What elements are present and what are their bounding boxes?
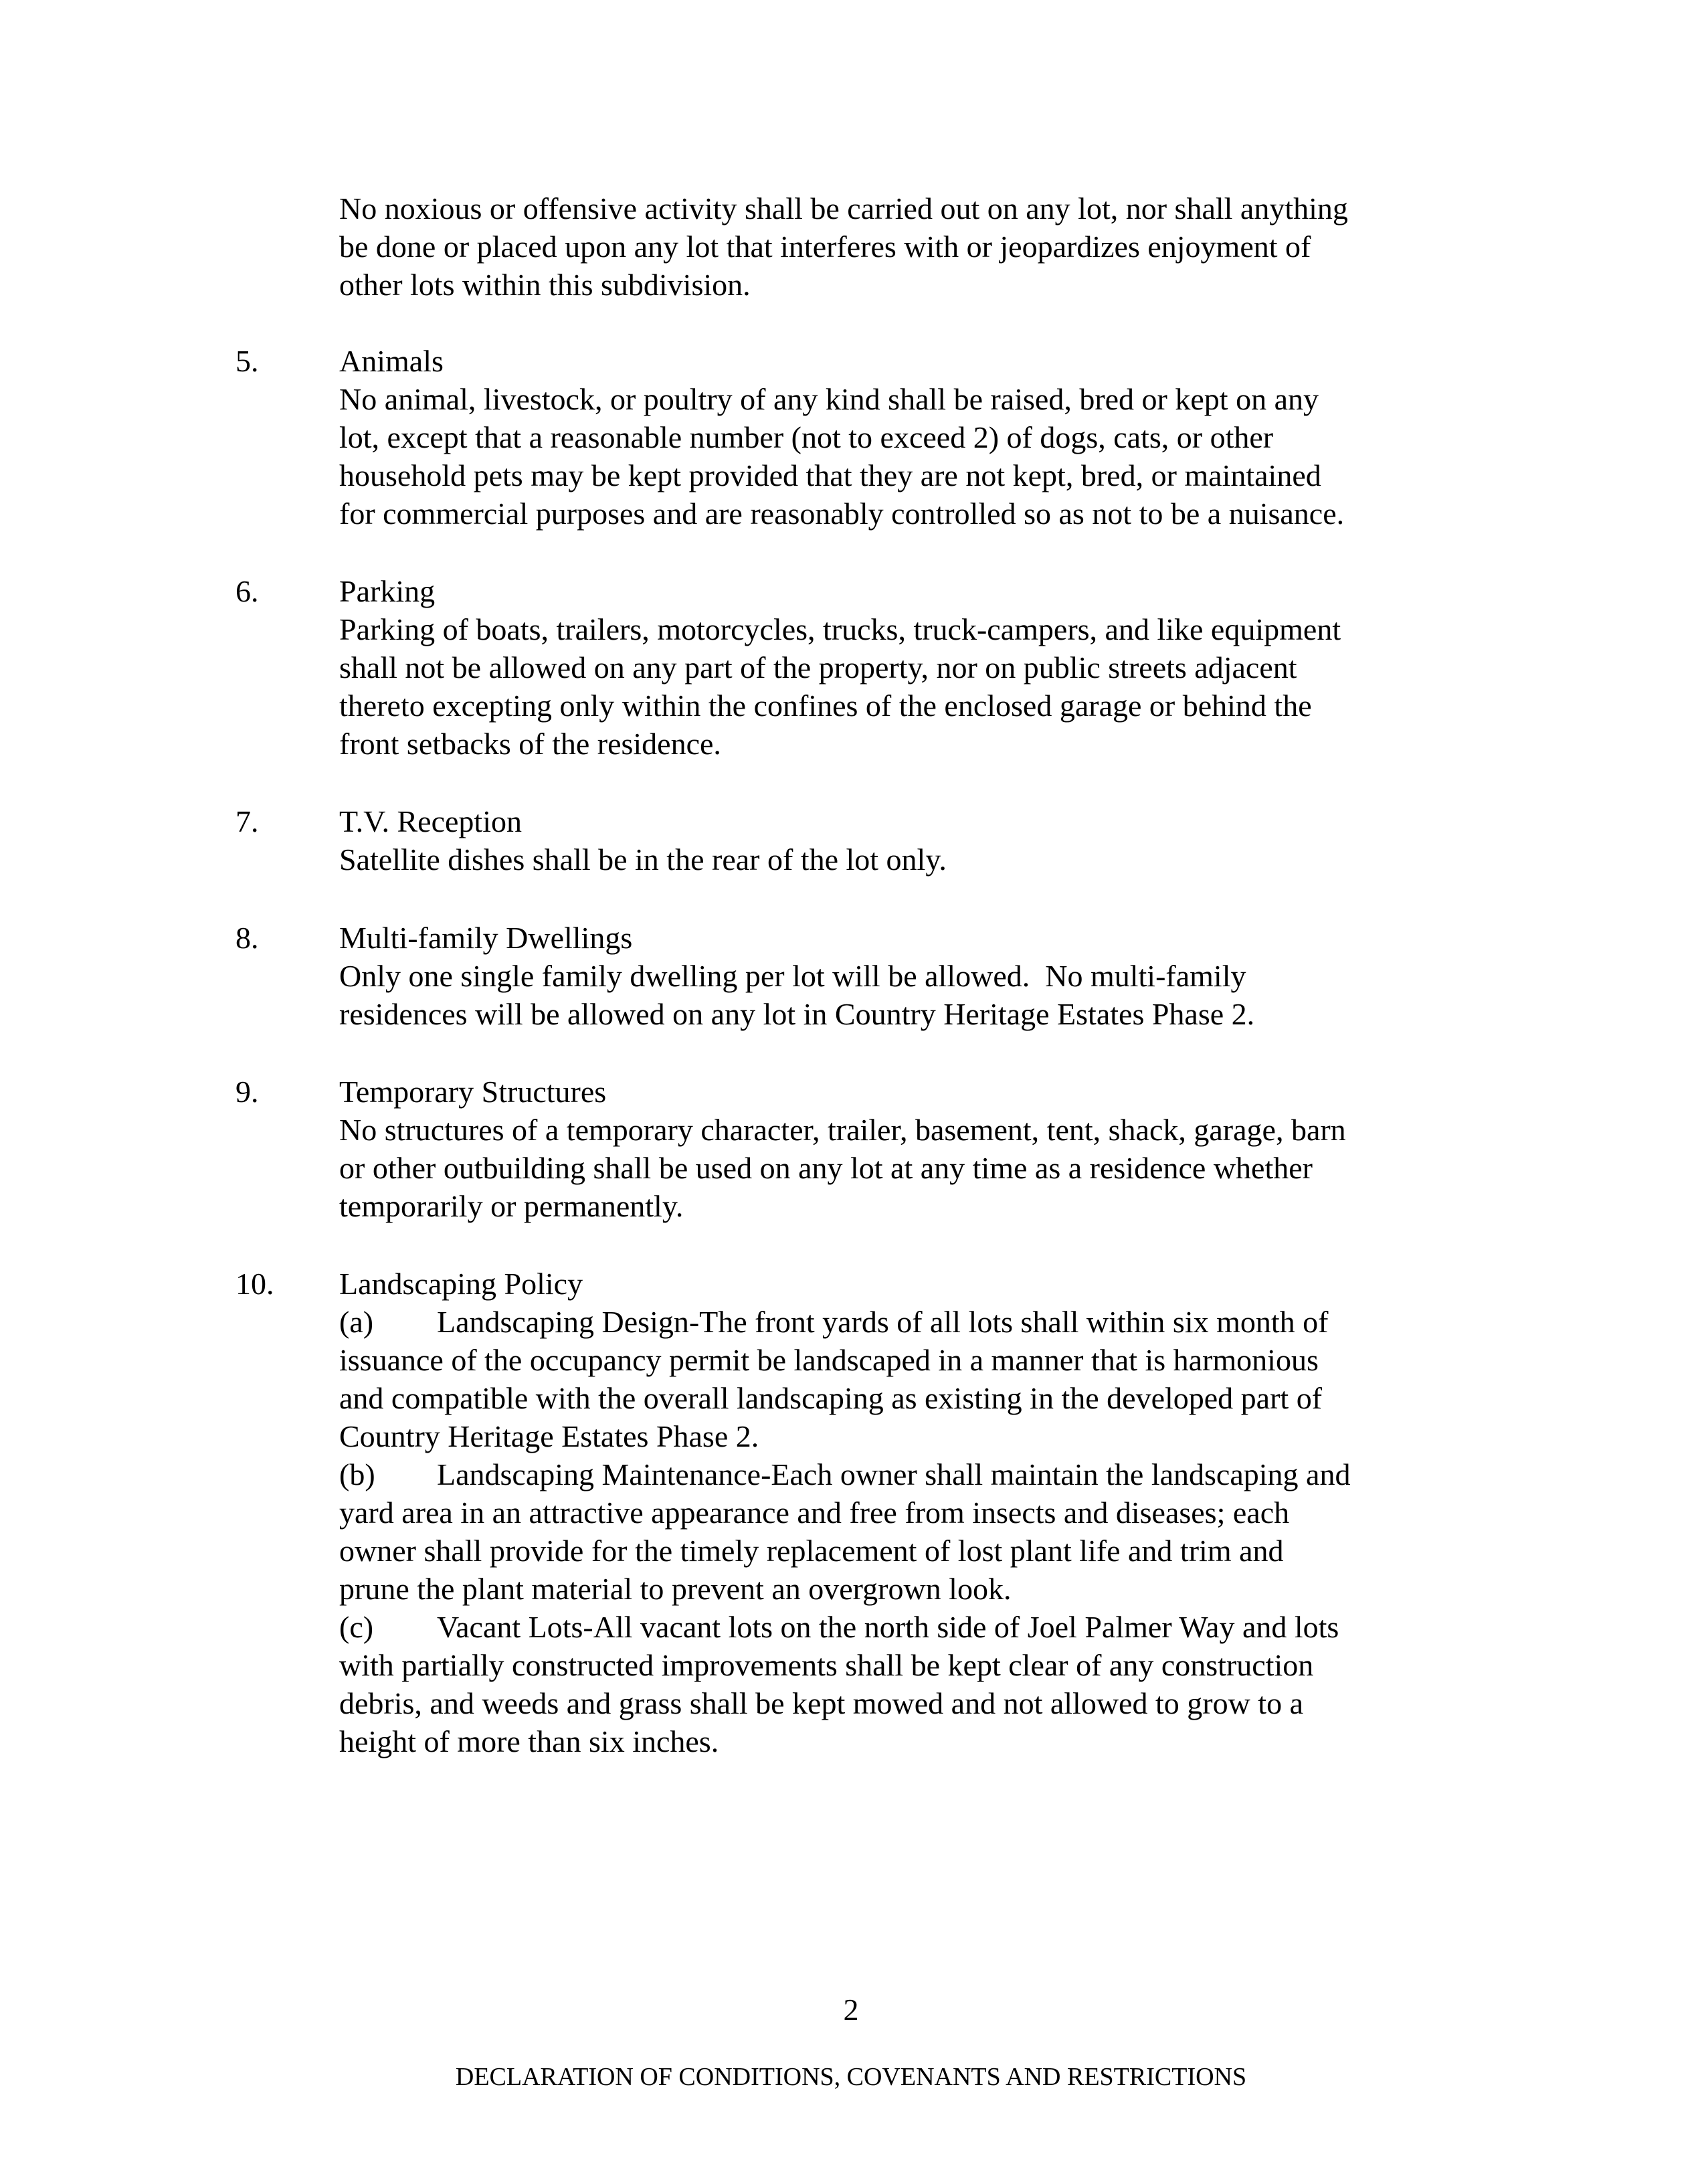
section-parking <box>339 572 1341 763</box>
paragraph-line: Parking of boats, trailers, motorcycles, trucks, truck-campers, and like equipment <box>339 612 1341 646</box>
subsection-a-first-line <box>339 1303 1350 1341</box>
subsection-label: (a) <box>339 1305 374 1339</box>
paragraph-line: Country Heritage Estates Phase 2. <box>339 1419 759 1453</box>
section-number: 8. <box>235 921 259 955</box>
paragraph-line: height of more than six inches. <box>339 1724 719 1758</box>
section-number: 5. <box>235 344 259 378</box>
paragraph-line: yard area in an attractive appearance and free from insects and diseases; each <box>339 1495 1290 1530</box>
subsection-c-first-line <box>339 1608 1350 1646</box>
section-title: Multi-family Dwellings <box>339 921 633 955</box>
section-temporary-structures <box>339 1073 1346 1225</box>
section-number: 9. <box>235 1075 259 1109</box>
paragraph-line: household pets may be kept provided that they are not kept, bred, or maintained <box>339 458 1321 492</box>
paragraph-line: No animal, livestock, or poultry of any kind shall be raised, bred or kept on any <box>339 382 1319 416</box>
paragraph-line: for commercial purposes and are reasonably controlled so as not to be a nuisance. <box>339 496 1345 531</box>
section-landscaping-policy <box>339 1265 1350 1760</box>
section-number: 6. <box>235 574 259 608</box>
subsection-label: (b) <box>339 1457 375 1491</box>
paragraph-line: be done or placed upon any lot that interferes with or jeopardizes enjoyment of <box>339 230 1311 264</box>
paragraph-line: No noxious or offensive activity shall be carried out on any lot, nor shall anything <box>339 191 1348 225</box>
section-tv-reception <box>339 802 947 879</box>
paragraph-line: other lots within this subdivision. <box>339 268 751 302</box>
section-multi-family <box>339 919 1254 1033</box>
paragraph-line: residences will be allowed on any lot in Country Heritage Estates Phase 2. <box>339 997 1255 1031</box>
paragraph-line: issuance of the occupancy permit be landscaped in a manner that is harmonious <box>339 1343 1319 1377</box>
section-title: Animals <box>339 344 444 378</box>
section-animals <box>339 342 1344 533</box>
subsection-text: Vacant Lots-All vacant lots on the north side of Joel Palmer Way and lots <box>437 1610 1339 1644</box>
paragraph-line: thereto excepting only within the confines of the enclosed garage or behind the <box>339 689 1312 723</box>
subsection-text: Landscaping Maintenance-Each owner shall maintain the landscaping and <box>437 1457 1351 1491</box>
paragraph-line: Only one single family dwelling per lot will be allowed. No multi-family <box>339 959 1246 993</box>
paragraph-line: Satellite dishes shall be in the rear of the lot only. <box>339 842 947 877</box>
paragraph-line: lot, except that a reasonable number (not to exceed 2) of dogs, cats, or other <box>339 420 1274 454</box>
subsection-label: (c) <box>339 1610 374 1644</box>
subsection-text: Landscaping Design-The front yards of all lots shall within six month of <box>437 1305 1329 1339</box>
footer-title: DECLARATION OF CONDITIONS, COVENANTS AND RESTRICTIONS <box>455 2063 1247 2091</box>
section-number: 10. <box>235 1267 274 1301</box>
paragraph-line: or other outbuilding shall be used on any lot at any time as a residence whether <box>339 1151 1313 1185</box>
section-title: T.V. Reception <box>339 804 522 838</box>
paragraph-line: No structures of a temporary character, trailer, basement, tent, shack, garage, barn <box>339 1113 1346 1147</box>
paragraph-line: prune the plant material to prevent an overgrown look. <box>339 1572 1012 1606</box>
paragraph-line: temporarily or permanently. <box>339 1189 684 1223</box>
page-number: 2 <box>843 1993 859 2027</box>
section-number: 7. <box>235 804 259 838</box>
paragraph-line: with partially constructed improvements shall be kept clear of any construction <box>339 1648 1314 1682</box>
section-title: Parking <box>339 574 436 608</box>
paragraph-line: front setbacks of the residence. <box>339 727 721 761</box>
section-title: Temporary Structures <box>339 1075 607 1109</box>
paragraph-line: debris, and weeds and grass shall be kept mowed and not allowed to grow to a <box>339 1686 1303 1720</box>
section-title: Landscaping Policy <box>339 1267 583 1301</box>
paragraph-line: owner shall provide for the timely replacement of lost plant life and trim and <box>339 1534 1284 1568</box>
paragraph-line: and compatible with the overall landscaping as existing in the developed part of <box>339 1381 1323 1415</box>
subsection-b-first-line <box>339 1455 1350 1493</box>
intro-paragraph <box>339 189 1348 304</box>
paragraph-line: shall not be allowed on any part of the property, nor on public streets adjacent <box>339 650 1297 685</box>
